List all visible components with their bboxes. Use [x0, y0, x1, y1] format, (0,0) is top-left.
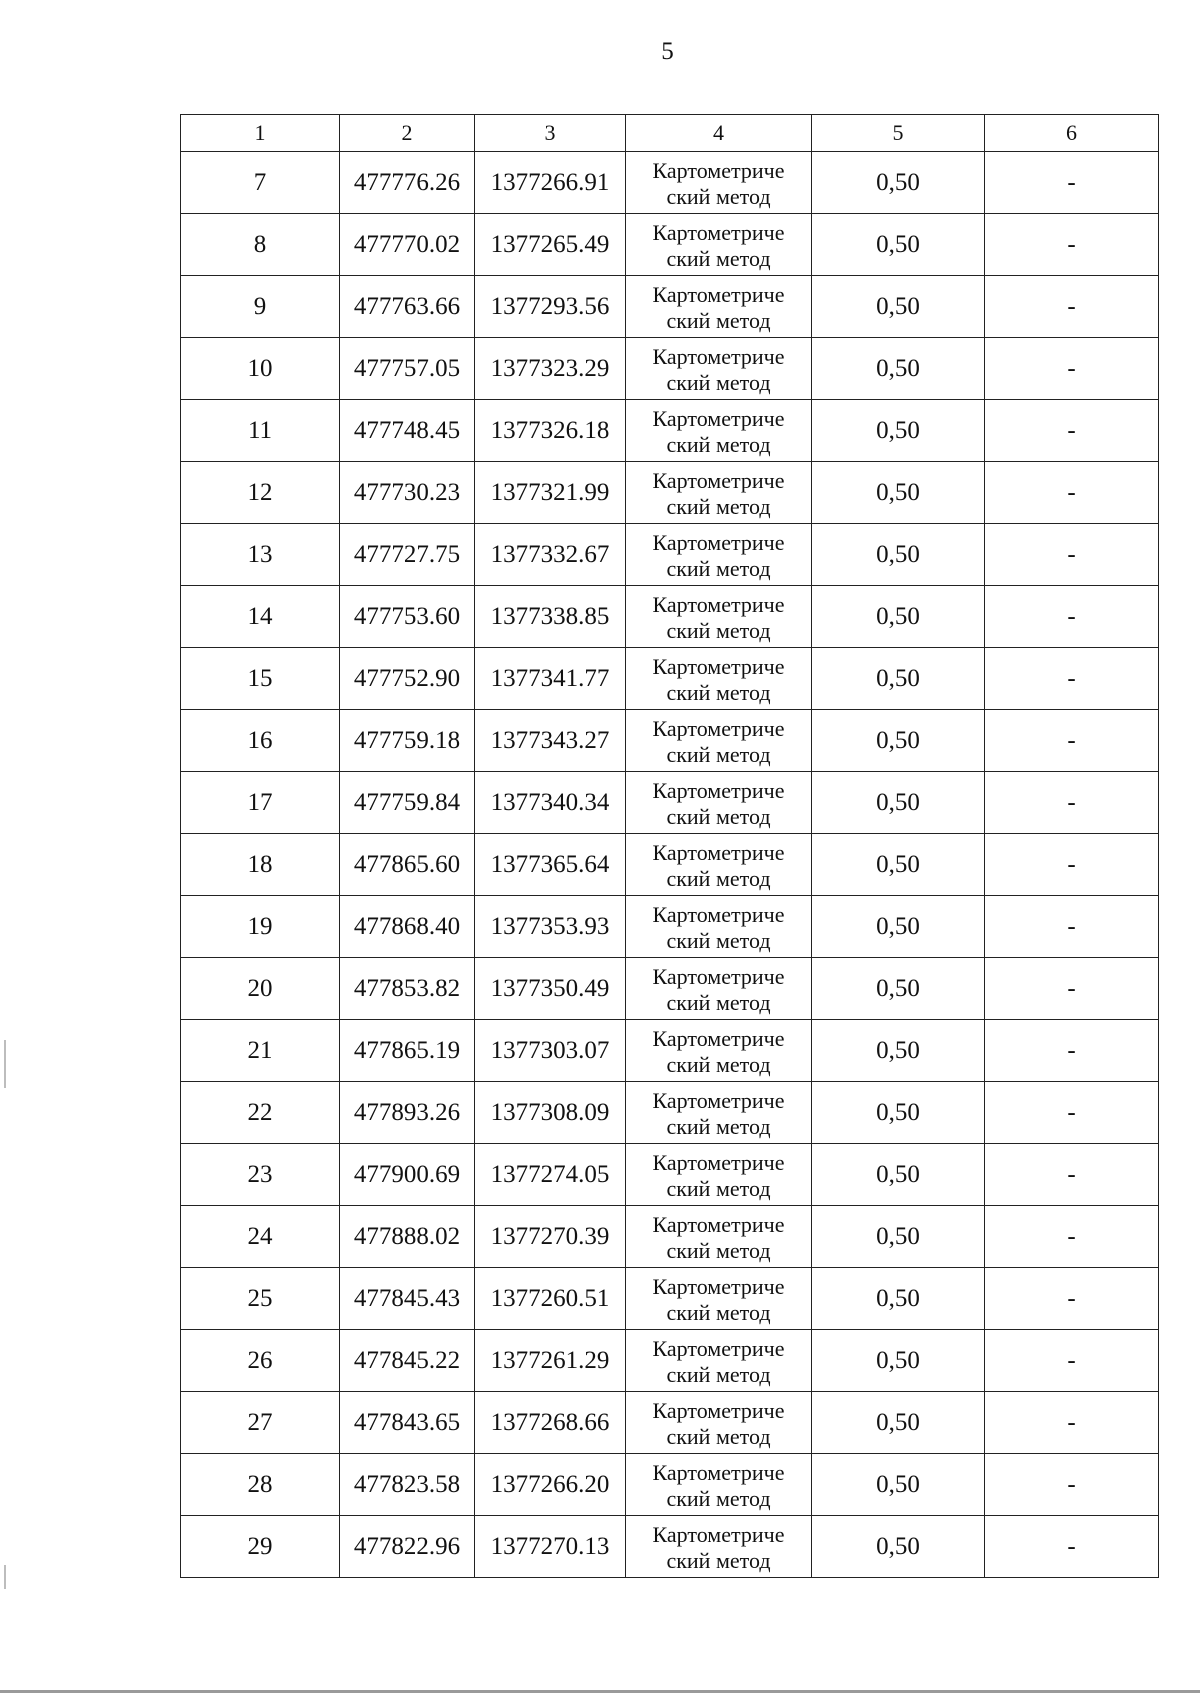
cell-note: -	[985, 462, 1159, 524]
cell-note: -	[985, 1206, 1159, 1268]
method-line-2: ский метод	[666, 1547, 771, 1573]
cell-x-coordinate: 477843.65	[340, 1392, 475, 1454]
cell-method	[626, 648, 812, 710]
cell-accuracy: 0,50	[812, 1206, 985, 1268]
cell-point-number: 22	[181, 1082, 340, 1144]
table-row	[181, 896, 1159, 958]
cell-x-coordinate: 477727.75	[340, 524, 475, 586]
cell-accuracy: 0,50	[812, 586, 985, 648]
cell-accuracy: 0,50	[812, 1020, 985, 1082]
cell-x-coordinate: 477753.60	[340, 586, 475, 648]
method-line-1: Картометриче	[652, 157, 785, 183]
cell-x-coordinate: 477888.02	[340, 1206, 475, 1268]
cell-point-number: 21	[181, 1020, 340, 1082]
cell-point-number: 24	[181, 1206, 340, 1268]
cell-accuracy: 0,50	[812, 1454, 985, 1516]
table-row	[181, 338, 1159, 400]
method-line-2: ский метод	[666, 1299, 771, 1325]
table-row	[181, 400, 1159, 462]
column-header-x: 2	[340, 115, 475, 152]
cell-y-coordinate: 1377321.99	[475, 462, 626, 524]
method-line-2: ский метод	[666, 183, 771, 209]
coordinates-table	[180, 114, 1159, 1578]
cell-point-number: 28	[181, 1454, 340, 1516]
method-line-2: ский метод	[666, 1113, 771, 1139]
method-line-1: Картометриче	[652, 343, 785, 369]
cell-accuracy: 0,50	[812, 772, 985, 834]
cell-note: -	[985, 214, 1159, 276]
cell-note: -	[985, 1020, 1159, 1082]
method-line-1: Картометриче	[652, 715, 785, 741]
method-line-2: ский метод	[666, 1423, 771, 1449]
cell-note: -	[985, 276, 1159, 338]
table-row	[181, 648, 1159, 710]
cell-point-number: 29	[181, 1516, 340, 1578]
cell-method	[626, 1392, 812, 1454]
cell-x-coordinate: 477845.22	[340, 1330, 475, 1392]
method-line-1: Картометриче	[652, 653, 785, 679]
table-body	[181, 152, 1159, 1578]
cell-point-number: 19	[181, 896, 340, 958]
cell-x-coordinate: 477752.90	[340, 648, 475, 710]
cell-x-coordinate: 477845.43	[340, 1268, 475, 1330]
table-row	[181, 1454, 1159, 1516]
cell-point-number: 16	[181, 710, 340, 772]
table-row	[181, 152, 1159, 214]
table-row	[181, 772, 1159, 834]
method-line-2: ский метод	[666, 1361, 771, 1387]
cell-y-coordinate: 1377274.05	[475, 1144, 626, 1206]
scan-margin-mark	[4, 1040, 6, 1088]
cell-note: -	[985, 958, 1159, 1020]
cell-note: -	[985, 1144, 1159, 1206]
cell-method	[626, 710, 812, 772]
cell-y-coordinate: 1377343.27	[475, 710, 626, 772]
cell-note: -	[985, 1392, 1159, 1454]
cell-y-coordinate: 1377338.85	[475, 586, 626, 648]
cell-method	[626, 1330, 812, 1392]
cell-method	[626, 834, 812, 896]
column-header-accuracy: 5	[812, 115, 985, 152]
cell-y-coordinate: 1377326.18	[475, 400, 626, 462]
method-line-1: Картометриче	[652, 1211, 785, 1237]
method-line-2: ский метод	[666, 617, 771, 643]
cell-point-number: 7	[181, 152, 340, 214]
table-header	[181, 115, 1159, 152]
method-line-1: Картометриче	[652, 281, 785, 307]
cell-note: -	[985, 586, 1159, 648]
table-row	[181, 1392, 1159, 1454]
cell-note: -	[985, 400, 1159, 462]
method-line-2: ский метод	[666, 989, 771, 1015]
method-line-2: ский метод	[666, 1485, 771, 1511]
cell-method	[626, 276, 812, 338]
table-row	[181, 834, 1159, 896]
method-line-1: Картометриче	[652, 1459, 785, 1485]
table-row	[181, 586, 1159, 648]
cell-y-coordinate: 1377353.93	[475, 896, 626, 958]
cell-note: -	[985, 648, 1159, 710]
cell-x-coordinate: 477757.05	[340, 338, 475, 400]
method-line-1: Картометриче	[652, 1149, 785, 1175]
method-line-2: ский метод	[666, 1237, 771, 1263]
method-line-2: ский метод	[666, 803, 771, 829]
cell-note: -	[985, 1082, 1159, 1144]
cell-x-coordinate: 477823.58	[340, 1454, 475, 1516]
cell-method	[626, 214, 812, 276]
cell-accuracy: 0,50	[812, 152, 985, 214]
cell-note: -	[985, 710, 1159, 772]
method-line-2: ский метод	[666, 555, 771, 581]
method-line-2: ский метод	[666, 865, 771, 891]
cell-y-coordinate: 1377340.34	[475, 772, 626, 834]
cell-x-coordinate: 477770.02	[340, 214, 475, 276]
cell-y-coordinate: 1377270.39	[475, 1206, 626, 1268]
cell-y-coordinate: 1377365.64	[475, 834, 626, 896]
cell-point-number: 8	[181, 214, 340, 276]
cell-point-number: 18	[181, 834, 340, 896]
column-header-y: 3	[475, 115, 626, 152]
cell-y-coordinate: 1377261.29	[475, 1330, 626, 1392]
cell-y-coordinate: 1377265.49	[475, 214, 626, 276]
cell-point-number: 14	[181, 586, 340, 648]
cell-point-number: 25	[181, 1268, 340, 1330]
cell-point-number: 26	[181, 1330, 340, 1392]
table-row	[181, 214, 1159, 276]
method-line-2: ский метод	[666, 431, 771, 457]
cell-accuracy: 0,50	[812, 958, 985, 1020]
table-row	[181, 958, 1159, 1020]
cell-accuracy: 0,50	[812, 1516, 985, 1578]
method-line-2: ский метод	[666, 1051, 771, 1077]
cell-point-number: 9	[181, 276, 340, 338]
method-line-1: Картометриче	[652, 901, 785, 927]
method-line-1: Картометриче	[652, 219, 785, 245]
cell-accuracy: 0,50	[812, 338, 985, 400]
page-number: 5	[661, 38, 674, 65]
method-line-2: ский метод	[666, 493, 771, 519]
method-line-1: Картометриче	[652, 1087, 785, 1113]
cell-note: -	[985, 1268, 1159, 1330]
method-line-1: Картометриче	[652, 529, 785, 555]
method-line-1: Картометриче	[652, 839, 785, 865]
cell-method	[626, 1268, 812, 1330]
cell-y-coordinate: 1377350.49	[475, 958, 626, 1020]
cell-x-coordinate: 477822.96	[340, 1516, 475, 1578]
cell-method	[626, 896, 812, 958]
cell-note: -	[985, 338, 1159, 400]
cell-y-coordinate: 1377341.77	[475, 648, 626, 710]
method-line-1: Картометриче	[652, 1273, 785, 1299]
cell-x-coordinate: 477730.23	[340, 462, 475, 524]
method-line-1: Картометриче	[652, 777, 785, 803]
cell-note: -	[985, 1516, 1159, 1578]
cell-note: -	[985, 772, 1159, 834]
table-row	[181, 524, 1159, 586]
table-row	[181, 462, 1159, 524]
cell-accuracy: 0,50	[812, 462, 985, 524]
cell-x-coordinate: 477868.40	[340, 896, 475, 958]
cell-accuracy: 0,50	[812, 400, 985, 462]
cell-accuracy: 0,50	[812, 1330, 985, 1392]
cell-method	[626, 1516, 812, 1578]
table-row	[181, 1268, 1159, 1330]
cell-method	[626, 152, 812, 214]
cell-note: -	[985, 524, 1159, 586]
table-row	[181, 276, 1159, 338]
cell-method	[626, 338, 812, 400]
cell-method	[626, 958, 812, 1020]
method-line-1: Картометриче	[652, 405, 785, 431]
cell-note: -	[985, 1454, 1159, 1516]
cell-x-coordinate: 477759.84	[340, 772, 475, 834]
method-line-1: Картометриче	[652, 963, 785, 989]
cell-y-coordinate: 1377266.20	[475, 1454, 626, 1516]
method-line-1: Картометриче	[652, 1397, 785, 1423]
cell-x-coordinate: 477763.66	[340, 276, 475, 338]
method-line-2: ский метод	[666, 741, 771, 767]
scan-margin-mark	[4, 1565, 6, 1589]
table-row	[181, 1144, 1159, 1206]
table-row	[181, 1020, 1159, 1082]
table-row	[181, 710, 1159, 772]
cell-note: -	[985, 834, 1159, 896]
cell-accuracy: 0,50	[812, 214, 985, 276]
cell-method	[626, 524, 812, 586]
cell-y-coordinate: 1377332.67	[475, 524, 626, 586]
method-line-1: Картометриче	[652, 467, 785, 493]
cell-method	[626, 1454, 812, 1516]
cell-y-coordinate: 1377266.91	[475, 152, 626, 214]
cell-accuracy: 0,50	[812, 1082, 985, 1144]
cell-point-number: 15	[181, 648, 340, 710]
cell-accuracy: 0,50	[812, 1392, 985, 1454]
method-line-2: ский метод	[666, 679, 771, 705]
cell-note: -	[985, 896, 1159, 958]
cell-accuracy: 0,50	[812, 276, 985, 338]
table-row	[181, 1206, 1159, 1268]
column-header-point-number: 1	[181, 115, 340, 152]
cell-note: -	[985, 1330, 1159, 1392]
cell-point-number: 20	[181, 958, 340, 1020]
cell-point-number: 23	[181, 1144, 340, 1206]
scan-edge-line	[0, 1690, 1200, 1693]
method-line-1: Картометриче	[652, 1521, 785, 1547]
cell-y-coordinate: 1377293.56	[475, 276, 626, 338]
cell-x-coordinate: 477853.82	[340, 958, 475, 1020]
cell-x-coordinate: 477893.26	[340, 1082, 475, 1144]
cell-point-number: 11	[181, 400, 340, 462]
cell-method	[626, 1082, 812, 1144]
method-line-1: Картометриче	[652, 1335, 785, 1361]
cell-note: -	[985, 152, 1159, 214]
cell-method	[626, 1206, 812, 1268]
cell-method	[626, 462, 812, 524]
column-header-note: 6	[985, 115, 1159, 152]
cell-method	[626, 1020, 812, 1082]
method-line-2: ский метод	[666, 1175, 771, 1201]
table-row	[181, 1330, 1159, 1392]
cell-method	[626, 400, 812, 462]
column-header-method: 4	[626, 115, 812, 152]
cell-point-number: 12	[181, 462, 340, 524]
cell-x-coordinate: 477865.19	[340, 1020, 475, 1082]
cell-x-coordinate: 477748.45	[340, 400, 475, 462]
cell-y-coordinate: 1377308.09	[475, 1082, 626, 1144]
header-row	[181, 115, 1159, 152]
cell-accuracy: 0,50	[812, 524, 985, 586]
cell-y-coordinate: 1377323.29	[475, 338, 626, 400]
cell-point-number: 27	[181, 1392, 340, 1454]
method-line-2: ский метод	[666, 927, 771, 953]
cell-accuracy: 0,50	[812, 834, 985, 896]
cell-accuracy: 0,50	[812, 896, 985, 958]
cell-method	[626, 1144, 812, 1206]
cell-x-coordinate: 477865.60	[340, 834, 475, 896]
cell-point-number: 10	[181, 338, 340, 400]
cell-x-coordinate: 477900.69	[340, 1144, 475, 1206]
cell-accuracy: 0,50	[812, 648, 985, 710]
method-line-1: Картометриче	[652, 591, 785, 617]
cell-method	[626, 586, 812, 648]
table-row	[181, 1516, 1159, 1578]
cell-y-coordinate: 1377268.66	[475, 1392, 626, 1454]
cell-accuracy: 0,50	[812, 1144, 985, 1206]
cell-accuracy: 0,50	[812, 710, 985, 772]
cell-method	[626, 772, 812, 834]
method-line-1: Картометриче	[652, 1025, 785, 1051]
cell-x-coordinate: 477759.18	[340, 710, 475, 772]
method-line-2: ский метод	[666, 369, 771, 395]
cell-y-coordinate: 1377303.07	[475, 1020, 626, 1082]
method-line-2: ский метод	[666, 245, 771, 271]
cell-point-number: 13	[181, 524, 340, 586]
method-line-2: ский метод	[666, 307, 771, 333]
cell-point-number: 17	[181, 772, 340, 834]
cell-x-coordinate: 477776.26	[340, 152, 475, 214]
cell-y-coordinate: 1377260.51	[475, 1268, 626, 1330]
cell-y-coordinate: 1377270.13	[475, 1516, 626, 1578]
cell-accuracy: 0,50	[812, 1268, 985, 1330]
table-row	[181, 1082, 1159, 1144]
